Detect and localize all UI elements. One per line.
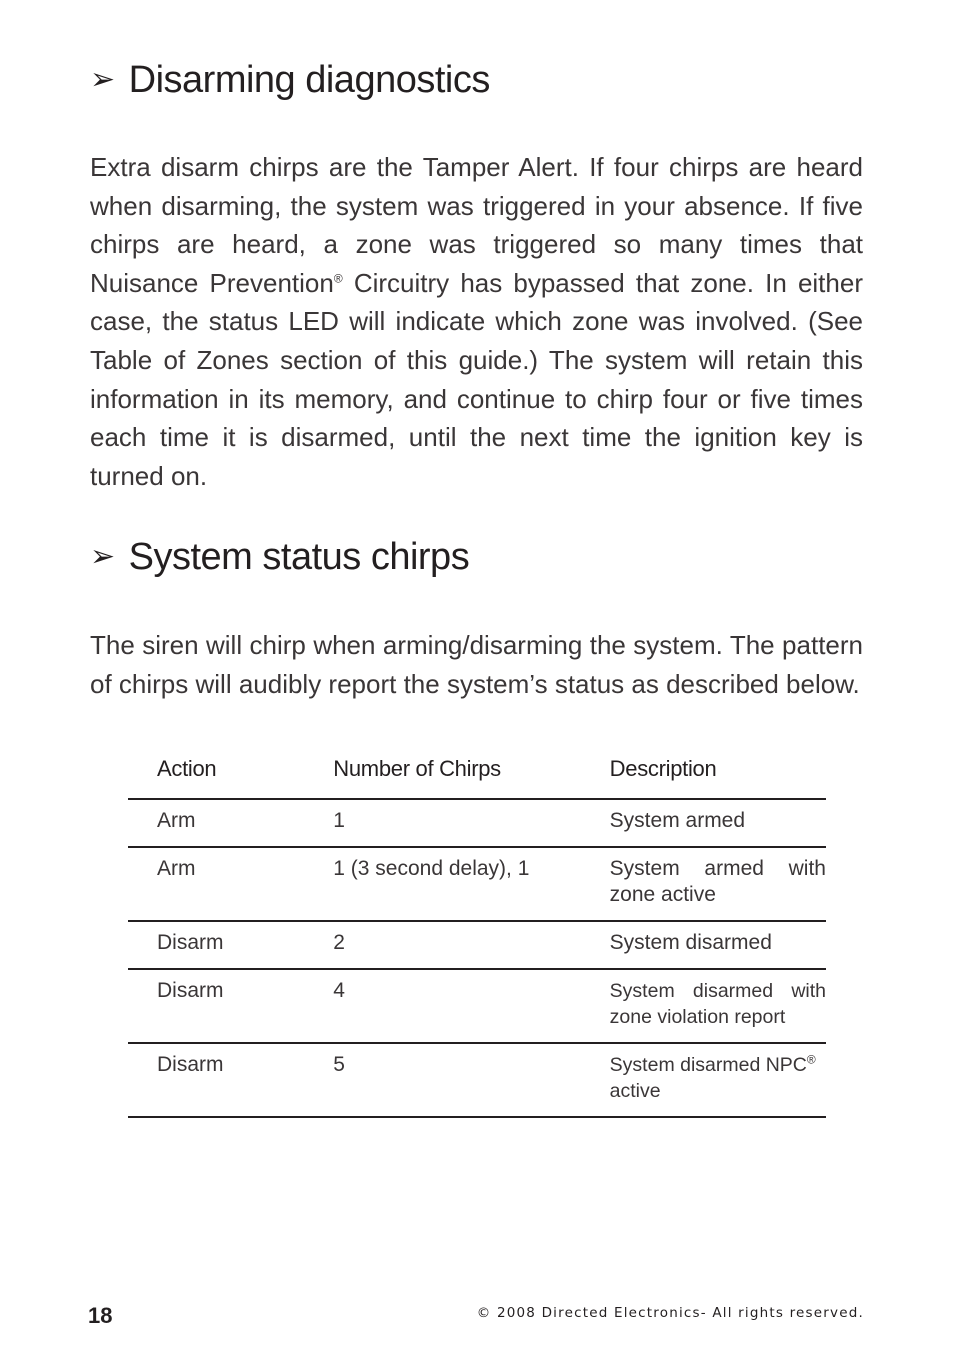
section-heading-disarming-diagnostics	[90, 58, 490, 105]
cell-chirps: 4	[333, 969, 609, 1043]
table-row	[128, 921, 826, 969]
column-header-action: Action	[128, 746, 333, 799]
description-text: System disarmed NPC	[609, 1054, 807, 1076]
cell-description: System armed	[610, 799, 826, 847]
cell-description: System disarmed	[610, 921, 826, 969]
table-row	[128, 969, 826, 1043]
disarming-diagnostics-paragraph	[90, 148, 863, 495]
registered-mark: ®	[806, 1052, 816, 1067]
paragraph-text: Extra disarm chirps are the Tamper Alert. If four chirps are heard when disarming, the system was triggered in your absence. If five chirps are heard, a zone was triggered so many times that Nuisance Prevention	[90, 152, 863, 298]
cell-action: Arm	[128, 799, 333, 847]
cell-chirps: 2	[333, 921, 609, 969]
section-title: System status chirps	[128, 536, 470, 578]
cell-description	[610, 1043, 826, 1117]
registered-mark: ®	[333, 271, 343, 286]
cell-action: Disarm	[128, 1043, 333, 1117]
cell-description: System disarmed with zone violation report	[610, 969, 826, 1043]
copyright-notice: © 2008 Directed Electronics- All rights reserved.	[476, 1305, 864, 1321]
cell-chirps: 5	[333, 1043, 609, 1117]
column-header-description: Description	[610, 746, 826, 799]
system-status-paragraph: The siren will chirp when arming/disarming the system. The pattern of chirps will audibly report the system’s status as described below.	[90, 630, 863, 699]
table-row	[128, 1043, 826, 1117]
chirp-table	[128, 746, 826, 1118]
table-row	[128, 847, 826, 921]
cell-chirps: 1	[333, 799, 609, 847]
cell-action: Disarm	[128, 921, 333, 969]
cell-action: Arm	[128, 847, 333, 921]
cell-description: System armed with zone active	[610, 847, 826, 921]
cell-chirps: 1 (3 second delay), 1	[333, 847, 609, 921]
description-text-continued: active	[609, 1080, 661, 1102]
section-heading-system-status-chirps	[90, 535, 469, 582]
paragraph-text-continued: Circuitry has bypassed that zone. In either case, the status LED will indicate which zone was involved. (See Table of Zones section of this guide.) The system will retain this information in its memory, and continue to chirp four or five times each time it is disarmed, until the next time the ignition key is turned on.	[90, 267, 863, 491]
cell-action: Disarm	[128, 969, 333, 1043]
table-header-row	[128, 746, 826, 799]
arrow-bullet-icon: ➢	[90, 62, 115, 97]
page-number: 18	[88, 1303, 113, 1328]
column-header-chirps: Number of Chirps	[333, 746, 609, 799]
arrow-bullet-icon: ➢	[90, 539, 115, 574]
table-row	[128, 799, 826, 847]
section-title: Disarming diagnostics	[128, 59, 490, 101]
